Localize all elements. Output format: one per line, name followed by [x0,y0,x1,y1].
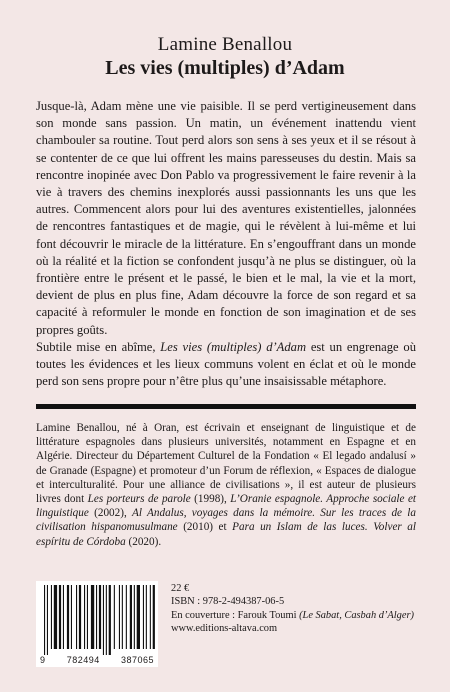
divider-rule [36,404,416,409]
cover-work-title: (Le Sabat, Casbah d’Alger) [299,609,414,621]
barcode-bar [84,585,85,649]
bio-work-title: Al Andalus, voyages dans la mémoire. Sur les traces de la civilisation hispanomusulmane [36,507,416,534]
book-title: Les vies (multiples) d’Adam [105,57,345,79]
barcode-bar [54,585,57,649]
barcode-bar [114,585,115,649]
publication-info [171,582,414,636]
barcode-bar [44,585,45,655]
bio-text: (2010) et [177,521,233,534]
barcode-bar [59,585,61,649]
barcode-bar [47,585,48,655]
price: 22 € [171,583,190,594]
bio-text: (2002), [88,507,133,520]
synopsis [36,98,416,390]
synopsis-paragraph-1: Jusque-là, Adam mène une vie paisible. Il se perd vertigineusement dans son monde sans passion. Un matin, un événement inattendu vient chambouler sa routine. Tout perd alors son sens à ses yeux et il se résout à se contenter de ce que lui offrent les mains paresseuses du destin. Mais sa rencontre inopinée avec Don Pablo va progressivement le faire revenir à la vie à travers des chemins inexplorés aussi passionnants les uns que les autres. Commencent alors pour lui des aventures existentielles, jalonnées de rencontres fantastiques et de magie, qui le révèlent à lui-même et lui font découvrir le miracle de la littérature. En s’engouffrant dans un monde où la réalité et la fiction se confondent jusqu’à ne plus se distinguer, où la frontière entre le présent et le passé, le bien et le mal, la vie et la mort, devient de plus en plus fine, Adam découvre la force de son regard et sa capacité à reformuler le monde en fonction de son imagination et de ses propres goûts. [36,99,416,337]
bio-work-title: Les porteurs de parole [87,493,191,506]
barcode-bar [67,585,69,649]
barcode-bar [91,585,94,649]
barcode-bar [146,585,147,649]
bio-text: (1998), [190,493,231,506]
isbn-number: ISBN : 978-2-494387-06-5 [171,596,285,608]
bio-paragraph [36,421,416,549]
barcode-bar [130,585,132,649]
barcode-bar [71,585,72,649]
bio-work-title: L’Oranie espagnole. Approche sociale et linguistique [36,493,417,520]
barcode-bar [153,585,155,649]
barcode-bar [106,585,107,655]
cover-credit [171,609,414,622]
synopsis-text: Subtile mise en abîme, [36,339,161,354]
barcode-bar [137,585,140,649]
barcode-bar [96,585,97,649]
barcode-bar [51,585,52,649]
barcode-bar [109,585,111,655]
barcode-bar [134,585,135,649]
barcode-digit-lead: 9 [40,655,46,665]
author-biography [36,421,416,549]
barcode-digits-right: 387065 [120,655,154,665]
cover-credit-text: En couverture : Farouk Toumi [171,609,300,621]
barcode-bar [63,585,64,649]
synopsis-paragraph-2 [36,339,416,391]
bio-text: Lamine Benallou, né à Oran, est écrivain et enseignant de linguistique et de littérature espagnoles dans plusieurs universités, notamment en Espagne et en Algérie. Directeur du Département Culturel de la Fondation « El legado andalusí » de Granade (Espagne) et promoteur d’un Forum de réflexion, « Espaces de dialogue et interculturalité. Pour une alliance de civilisations », il est auteur de plusieurs livres dont [36,422,416,506]
synopsis-text: est un engrenage où toutes les évidences et les lieux communs volent en éclat et où le monde perd son sens propre pour n’être plus qu’une insaisissable métaphore. [36,339,416,389]
barcode-bar [126,585,127,649]
barcode-bars [36,581,158,655]
bio-text: (2020). [125,535,162,548]
isbn-barcode [36,581,158,667]
bio-work-title: Para un Islam de las luces. Volver al espíritu de Córdoba [36,521,417,548]
author-name: Lamine Benallou [157,34,293,55]
barcode-bar [150,585,151,649]
barcode-bar [79,585,81,649]
barcode-digits [36,655,158,665]
barcode-bar [99,585,101,649]
barcode-bar [119,585,120,649]
barcode-bar [103,585,104,655]
barcode-bar [143,585,144,649]
barcode-bar [87,585,88,649]
publisher-website: www.editions-altava.com [171,623,278,635]
synopsis-book-title: Les vies (multiples) d’Adam [160,339,307,354]
barcode-bar [76,585,77,649]
barcode-digits-left: 782494 [66,655,100,665]
barcode-bar [122,585,123,649]
